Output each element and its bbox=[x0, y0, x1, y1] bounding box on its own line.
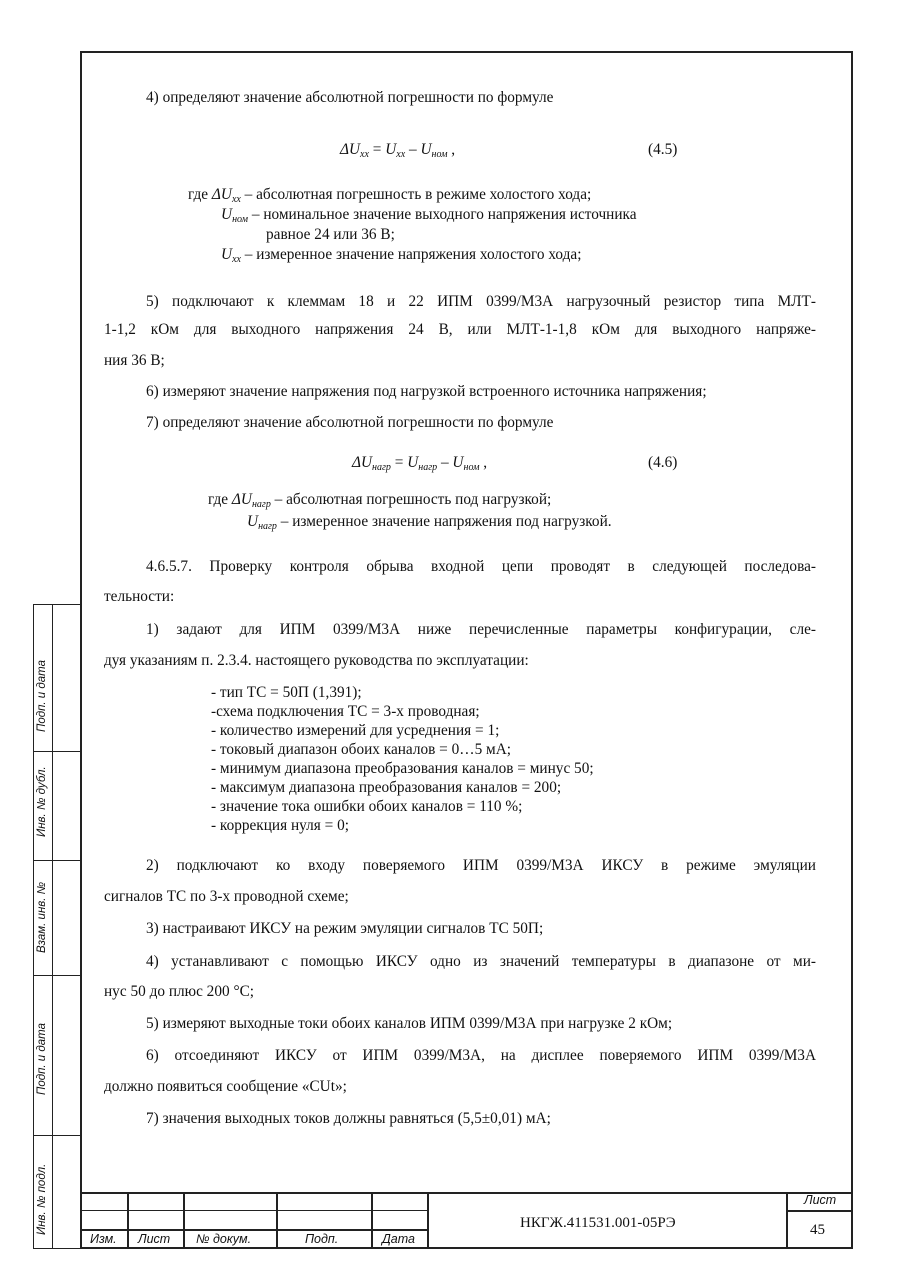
item-3-text: 3) настраивают ИКСУ на режим эмуляции сигналов ТС 50П; bbox=[146, 920, 544, 937]
stamp-label-orig-inv: Инв. № подл. bbox=[36, 1163, 48, 1235]
section-4-6-5-7-line-1: 4.6.5.7. Проверку контроля обрыва входной цепи проводят в следующей последова- bbox=[146, 558, 816, 575]
col-date: Дата bbox=[382, 1232, 415, 1246]
item-2-line-2: сигналов ТС по 3-х проводной схеме; bbox=[104, 888, 349, 905]
col-sign: Подп. bbox=[305, 1232, 339, 1246]
where-dUnagr: где $\Delta U_{нагр}$ – абсолютная погрешность под нагрузкой; bbox=[208, 491, 552, 510]
param-item: - минимум диапазона преобразования каналов = минус 50; bbox=[211, 760, 594, 777]
stamp-label-sign-date: Подп. и дата bbox=[36, 660, 48, 732]
param-item: - максимум диапазона преобразования каналов = 200; bbox=[211, 779, 562, 796]
where-dUxx: где $\Delta U_{хх}$ – абсолютная погрешность в режиме холостого хода; bbox=[188, 186, 592, 205]
param-item: - количество измерений для усреднения = 1; bbox=[211, 722, 500, 739]
param-item: - значение тока ошибки обоих каналов = 110 %; bbox=[211, 798, 523, 815]
item-5-text: 5) измеряют выходные токи обоих каналов ИПМ 0399/М3А при нагрузке 2 кОм; bbox=[146, 1015, 673, 1032]
where-Uxx: $U_{хх}$ – измеренное значение напряжения холостого хода; bbox=[221, 246, 582, 265]
item-4-line-2: нус 50 до плюс 200 °С; bbox=[104, 983, 255, 1000]
item-2-line-1: 2) подключают ко входу поверяемого ИПМ 0399/М3А ИКСУ в режиме эмуляции bbox=[146, 857, 816, 874]
title-block bbox=[80, 1192, 853, 1249]
formula-4-6: $\Delta U_{нагр} = U_{нагр} - U_{ном}$ , bbox=[352, 454, 488, 473]
col-doc-num: № докум. bbox=[196, 1232, 252, 1246]
step-6-text: 6) измеряют значение напряжения под нагрузкой встроенного источника напряжения; bbox=[146, 383, 707, 400]
item-6-line-2: должно появиться сообщение «CUt»; bbox=[104, 1078, 347, 1095]
equation-number-4-5: (4.5) bbox=[648, 141, 678, 158]
stamp-label-dup-inv: Инв. № дубл. bbox=[36, 766, 48, 837]
stamp-label-replace-inv: Взам. инв. № bbox=[36, 881, 48, 953]
page-frame bbox=[80, 51, 853, 1249]
param-item: - коррекция нуля = 0; bbox=[211, 817, 349, 834]
item-7-text: 7) значения выходных токов должны равняться (5,5±0,01) мА; bbox=[146, 1110, 551, 1127]
sheet-number: 45 bbox=[810, 1222, 825, 1238]
item-1-line-1: 1) задают для ИПМ 0399/М3А ниже перечисленные параметры конфигурации, сле- bbox=[146, 621, 816, 638]
param-item: -схема подключения ТС = 3-х проводная; bbox=[211, 703, 480, 720]
col-list: Лист bbox=[138, 1232, 171, 1246]
stamp-label-sign-date-2: Подп. и дата bbox=[36, 1023, 48, 1095]
item-6-line-1: 6) отсоединяют ИКСУ от ИПМ 0399/М3А, на дисплее поверяемого ИПМ 0399/М3А bbox=[146, 1047, 816, 1064]
equation-number-4-6: (4.6) bbox=[648, 454, 678, 471]
side-stamp bbox=[33, 604, 81, 1249]
where-Unom-cont: равное 24 или 36 В; bbox=[266, 226, 395, 243]
param-item: - токовый диапазон обоих каналов = 0…5 мА; bbox=[211, 741, 512, 758]
document-code: НКГЖ.411531.001-05РЭ bbox=[520, 1215, 676, 1231]
step-5-line-2: 1-1,2 кОм для выходного напряжения 24 В, или МЛТ-1-1,8 кОм для выходного напряже- bbox=[104, 321, 816, 338]
step-5-line-3: ния 36 В; bbox=[104, 352, 165, 369]
where-Unagr: $U_{нагр}$ – измеренное значение напряжения под нагрузкой. bbox=[247, 513, 612, 532]
step-7-text: 7) определяют значение абсолютной погрешности по формуле bbox=[146, 414, 554, 431]
step-4-text: 4) определяют значение абсолютной погрешности по формуле bbox=[146, 89, 554, 106]
where-Unom: $U_{ном}$ – номинальное значение выходного напряжения источника bbox=[221, 206, 637, 225]
sheet-label: Лист bbox=[804, 1193, 837, 1207]
col-izm: Изм. bbox=[90, 1232, 117, 1246]
formula-4-5: $\Delta U_{хх} = U_{хх} - U_{ном}$ , bbox=[340, 141, 456, 160]
item-1-line-2: дуя указаниям п. 2.3.4. настоящего руководства по эксплуатации: bbox=[104, 652, 529, 669]
section-4-6-5-7-line-2: тельности: bbox=[104, 588, 175, 605]
param-item: - тип ТС = 50П (1,391); bbox=[211, 684, 362, 701]
item-4-line-1: 4) устанавливают с помощью ИКСУ одно из значений температуры в диапазоне от ми- bbox=[146, 953, 816, 970]
step-5-line-1: 5) подключают к клеммам 18 и 22 ИПМ 0399/М3А нагрузочный резистор типа МЛТ- bbox=[146, 293, 816, 310]
